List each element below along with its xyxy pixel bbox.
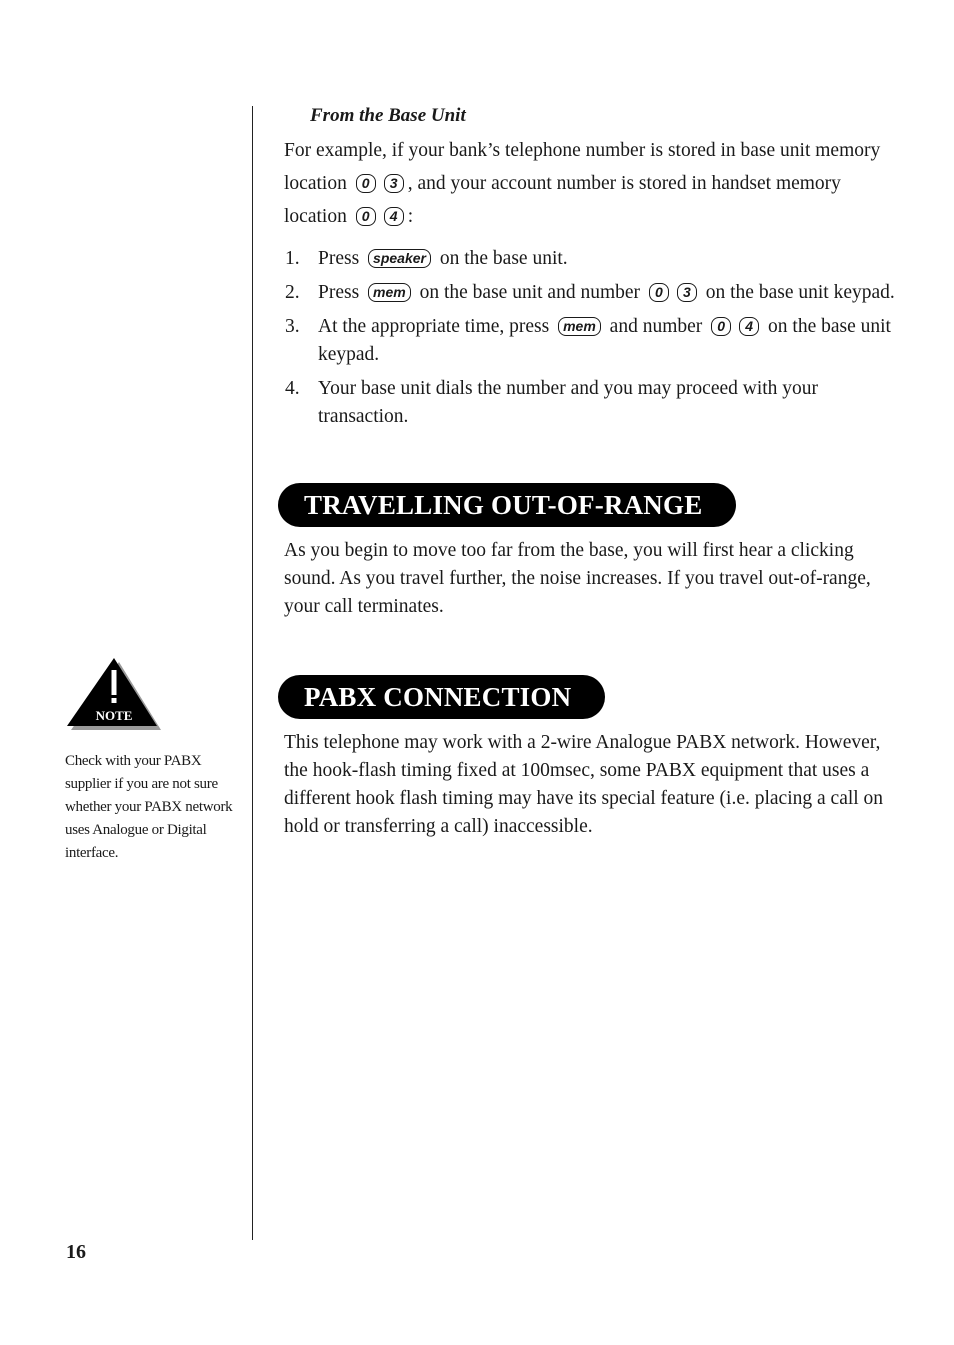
- key-4: 4: [739, 317, 759, 336]
- key-0: 0: [356, 207, 376, 226]
- section-travelling: [284, 483, 899, 621]
- section-pabx: [284, 675, 899, 841]
- subheading: From the Base Unit: [310, 105, 466, 126]
- steps-list: [284, 245, 899, 431]
- note-warning-icon: [64, 656, 162, 732]
- section-title-pabx: PABX CONNECTION: [278, 675, 605, 719]
- key-0: 0: [711, 317, 731, 336]
- key-4: 4: [384, 207, 404, 226]
- list-item: 3. At the appropriate time, press mem and number 0 4 on the base unit keypad.: [285, 316, 891, 365]
- page-number: 16: [66, 1241, 86, 1263]
- section-body-pabx: This telephone may work with a 2-wire Analogue PABX network. However, the hook-flash timing fixed at 100msec, some PABX equipment that uses a different hook flash timing may have its special feature (i.e. placing a call on hold or transferring a call) inaccessible.: [284, 732, 884, 837]
- list-item: 1. Press speaker on the base unit.: [285, 248, 568, 269]
- section-body-travelling: As you begin to move too far from the base, you will first hear a clicking sound. As you travel further, the noise increases. If you travel out-of-range, your call terminates.: [284, 540, 871, 617]
- key-0: 0: [649, 283, 669, 302]
- section-title-travelling: TRAVELLING OUT-OF-RANGE: [278, 483, 736, 527]
- key-0: 0: [356, 174, 376, 193]
- column-divider: [252, 106, 253, 1240]
- key-3: 3: [384, 174, 404, 193]
- speaker-key: speaker: [368, 249, 431, 268]
- mem-key: mem: [368, 283, 411, 302]
- list-item: 2. Press mem on the base unit and number 0 3 on the base unit keypad.: [285, 282, 895, 303]
- main-content: [284, 104, 899, 841]
- list-item: 4. Your base unit dials the number and you may proceed with your transaction.: [285, 378, 819, 427]
- mem-key: mem: [558, 317, 601, 336]
- intro-paragraph: For example, if your bank’s telephone number is stored in base unit memory location 0 3 , and your account number is stored in handset memory location 0 4 :: [284, 140, 881, 227]
- sidebar-note: Check with your PABX supplier if you are not sure whether your PABX network uses Analogue or Digital interface.: [65, 753, 233, 861]
- key-3: 3: [677, 283, 697, 302]
- note-icon-label: NOTE: [95, 708, 133, 723]
